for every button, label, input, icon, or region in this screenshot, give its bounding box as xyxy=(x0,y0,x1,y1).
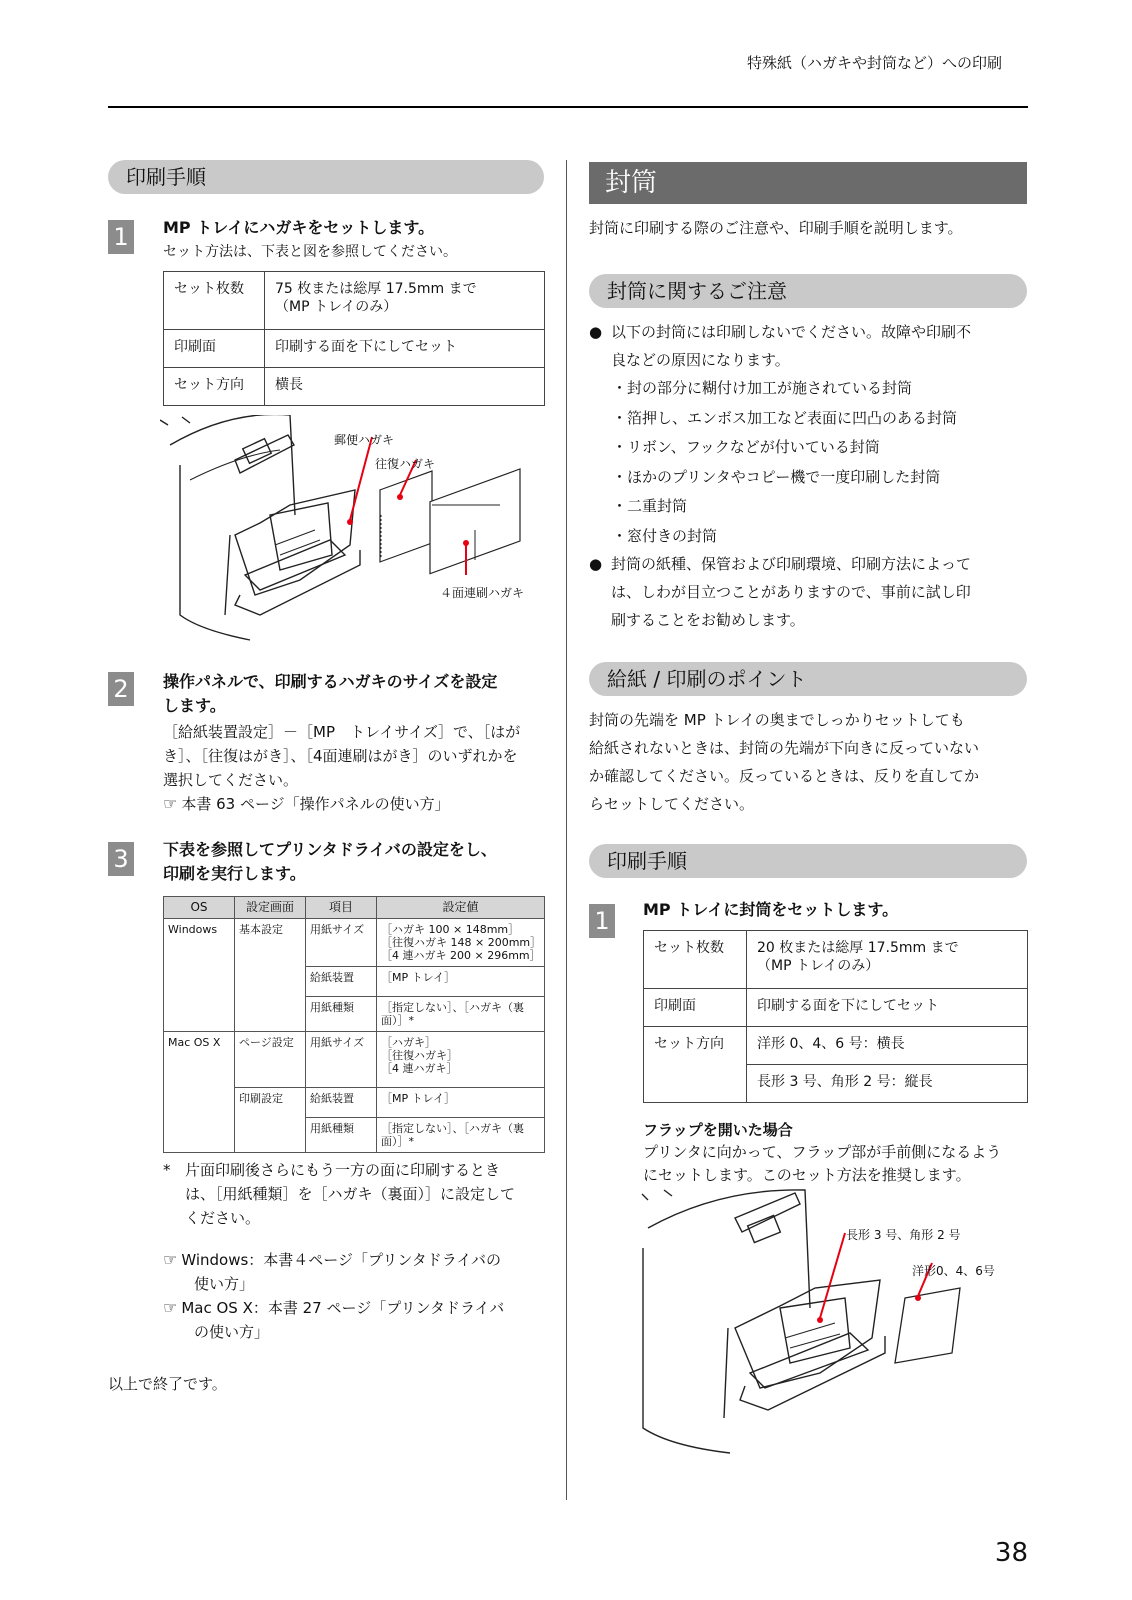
feed-point-title: 給紙 / 印刷のポイント xyxy=(589,662,1027,696)
reference-windows-cont: 使い方」 xyxy=(194,1275,255,1293)
left-section-title: 印刷手順 xyxy=(108,160,544,194)
reference-mac-cont: の使い方」 xyxy=(194,1323,270,1341)
table-cell-value-line: 20 枚または総厚 17.5mm まで xyxy=(757,940,959,956)
caution-sub-item: ・箔押し、エンボス加工など表面に凹凸のある封筒 xyxy=(612,408,958,427)
table-cell-value: ［指定しない］、［ハガキ（裏面）］* xyxy=(377,1118,545,1153)
bullet-icon: ● xyxy=(589,555,603,573)
caution-sub-item: ・窓付きの封筒 xyxy=(612,526,718,545)
footnote-line: は、［用紙種類］を［ハガキ（裏面）］に設定して xyxy=(185,1185,516,1203)
table-cell-item: 用紙種類 xyxy=(306,1118,377,1153)
step-2-number: 2 xyxy=(108,672,134,706)
flap-open-line: にセットします。このセット方法を推奨します。 xyxy=(643,1166,971,1184)
callout-four-postcard: ４面連刷ハガキ xyxy=(440,586,525,600)
table-cell-value-line: （MP トレイのみ） xyxy=(275,299,398,315)
table-cell-value xyxy=(265,272,545,330)
table-cell-value-line: ［往復ハガキ 148 × 200mm］ xyxy=(381,936,542,949)
caution-sub-item: ・ほかのプリンタやコピー機で一度印刷した封筒 xyxy=(612,467,941,486)
table-cell-screen: 印刷設定 xyxy=(235,1088,306,1153)
column-divider xyxy=(566,160,567,1500)
step-2-text-line: 選択してください。 xyxy=(163,771,299,789)
step-3-heading-line: 下表を参照してプリンタドライバの設定をし、 xyxy=(163,840,497,859)
table-cell-value-line: ［往復ハガキ］ xyxy=(381,1049,458,1062)
table-cell-item: 給紙装置 xyxy=(306,1088,377,1118)
envelope-step-1-number: 1 xyxy=(589,904,615,938)
flap-open-title: フラップを開いた場合 xyxy=(643,1121,793,1139)
flap-open-line: プリンタに向かって、フラップ部が手前側になるよう xyxy=(643,1143,1002,1161)
step-3-heading-line: 印刷を実行します。 xyxy=(163,864,306,883)
reference-windows-text: Windows：本書４ページ「プリンタドライバの xyxy=(181,1251,502,1269)
table-cell-item: 用紙サイズ xyxy=(306,1032,377,1088)
table-cell-value xyxy=(377,1032,545,1088)
caution-title: 封筒に関するご注意 xyxy=(589,274,1027,308)
feed-point-line: らセットしてください。 xyxy=(589,795,755,813)
envelope-setting-table xyxy=(643,930,1028,1103)
table-cell-value: 横長 xyxy=(265,368,545,406)
caution-sub-item: ・封の部分に糊付け加工が施されている封筒 xyxy=(612,379,913,397)
table-cell-value-line: ［ハガキ 100 × 148mm］ xyxy=(381,923,520,936)
end-note: 以上で終了です。 xyxy=(108,1375,227,1393)
postcard-setting-table xyxy=(163,271,545,406)
step-1-heading: MP トレイにハガキをセットします。 xyxy=(163,218,435,237)
step-2-reference-text: 本書 63 ページ「操作パネルの使い方」 xyxy=(181,795,450,813)
table-cell-value-line: ［4 連ハガキ 200 × 296mm］ xyxy=(381,949,541,962)
envelope-section-title: 封筒 xyxy=(589,162,1027,204)
step-1-description: セット方法は、下表と図を参照してください。 xyxy=(163,244,457,260)
callout-western-envelope: 洋形0、4、6号 xyxy=(912,1264,995,1278)
step-2-heading-line: します。 xyxy=(163,696,226,715)
caution-bullet-2-line: 刷することをお勧めします。 xyxy=(611,611,805,629)
caution-sub-item: ・リボン、フックなどが付いている封筒 xyxy=(612,438,880,456)
header-rule xyxy=(108,106,1028,108)
page-number: 38 xyxy=(994,1538,1028,1568)
feed-point-line: か確認してください。反っているときは、反りを直してか xyxy=(589,767,980,785)
table-cell-value xyxy=(747,931,1028,989)
reference-mac xyxy=(163,1296,504,1320)
envelope-step-1-heading: MP トレイに封筒をセットします。 xyxy=(643,900,899,919)
table-header: 設定画面 xyxy=(235,897,306,919)
caution-sub-list xyxy=(612,374,957,551)
caution-bullet-1-line: 良などの原因になります。 xyxy=(611,351,790,369)
table-cell-item: 給紙装置 xyxy=(306,967,377,997)
footnote-line: ください。 xyxy=(185,1209,261,1227)
callout-postcard: 郵便ハガキ xyxy=(334,433,395,447)
step-3-number: 3 xyxy=(108,842,134,876)
table-cell-value: 洋形 0、4、6 号：横長 xyxy=(747,1027,1028,1065)
table-cell-item: 用紙種類 xyxy=(306,997,377,1032)
step-2-reference xyxy=(163,792,450,816)
table-header: OS xyxy=(164,897,235,919)
table-cell-label: 印刷面 xyxy=(164,330,265,368)
table-cell-item: 用紙サイズ xyxy=(306,919,377,967)
driver-settings-table xyxy=(163,896,545,1153)
table-header: 設定値 xyxy=(377,897,545,919)
footnote-line: 片面印刷後さらにもう一方の面に印刷するとき xyxy=(185,1161,501,1179)
caution-bullet-1-line: 以下の封筒には印刷しないでください。故障や印刷不 xyxy=(611,323,972,341)
table-cell-value-line: ［4 連ハガキ］ xyxy=(381,1062,458,1075)
envelope-intro: 封筒に印刷する際のご注意や、印刷手順を説明します。 xyxy=(589,219,963,237)
step-1-number: 1 xyxy=(108,220,134,254)
table-cell-os: Windows xyxy=(164,919,235,1032)
table-cell-label: 印刷面 xyxy=(644,989,747,1027)
reference-pointer-icon: ☞ xyxy=(163,1298,178,1317)
table-cell-value: 印刷する面を下にしてセット xyxy=(265,330,545,368)
table-cell-value-line: 75 枚または総厚 17.5mm まで xyxy=(275,281,477,297)
table-cell-value: ［MP トレイ］ xyxy=(377,1088,545,1118)
table-cell-os: Mac OS X xyxy=(164,1032,235,1153)
reference-mac-text: Mac OS X：本書 27 ページ「プリンタドライバ xyxy=(181,1299,505,1317)
table-cell-value: 長形 3 号、角形 2 号：縦長 xyxy=(747,1065,1028,1103)
caution-sub-item: ・二重封筒 xyxy=(612,497,688,515)
table-cell-value: ［指定しない］、［ハガキ（裏面）］* xyxy=(377,997,545,1032)
table-cell-value-line: （MP トレイのみ） xyxy=(757,958,880,974)
table-cell-label: セット方向 xyxy=(644,1027,747,1103)
table-cell-label: セット枚数 xyxy=(644,931,747,989)
bullet-icon: ● xyxy=(589,323,603,341)
feed-point-line: 給紙されないときは、封筒の先端が下向きに反っていない xyxy=(589,739,980,757)
reference-pointer-icon: ☞ xyxy=(163,794,178,813)
envelope-procedure-title: 印刷手順 xyxy=(589,844,1027,878)
table-cell-value: ［MP トレイ］ xyxy=(377,967,545,997)
table-cell-value-line: ［ハガキ］ xyxy=(381,1036,436,1049)
reference-pointer-icon: ☞ xyxy=(163,1250,178,1269)
caution-bullet-2-line: は、しわが目立つことがありますので、事前に試し印 xyxy=(611,583,971,601)
printer-postcard-illustration xyxy=(160,415,545,650)
reference-windows xyxy=(163,1248,501,1272)
table-cell-value: 印刷する面を下にしてセット xyxy=(747,989,1028,1027)
printer-envelope-illustration xyxy=(640,1188,1028,1458)
step-2-text-line: き］、［往復はがき］、［4面連刷はがき］のいずれかを xyxy=(163,747,518,765)
table-cell-label: セット方向 xyxy=(164,368,265,406)
caution-bullet-2-line: 封筒の紙種、保管および印刷環境、印刷方法によって xyxy=(611,555,972,573)
table-cell-label: セット枚数 xyxy=(164,272,265,330)
table-cell-screen: ページ設定 xyxy=(235,1032,306,1088)
table-cell-screen: 基本設定 xyxy=(235,919,306,1032)
callout-long-envelope: 長形 3 号、角形 2 号 xyxy=(846,1228,961,1242)
flap-open-text xyxy=(643,1141,1001,1187)
feed-point-text xyxy=(589,706,979,818)
running-header: 特殊紙（ハガキや封筒など）への印刷 xyxy=(746,54,1002,72)
step-2-text-line: ［給紙装置設定］－［MP トレイサイズ］で、［はが xyxy=(163,723,521,741)
feed-point-line: 封筒の先端を MP トレイの奥までしっかりセットしても xyxy=(589,711,965,729)
footnote-mark: * xyxy=(163,1161,171,1179)
step-2-heading-line: 操作パネルで、印刷するハガキのサイズを設定 xyxy=(163,672,498,691)
callout-return-postcard: 往復ハガキ xyxy=(375,457,436,471)
table-header: 項目 xyxy=(306,897,377,919)
table-cell-value xyxy=(377,919,545,967)
